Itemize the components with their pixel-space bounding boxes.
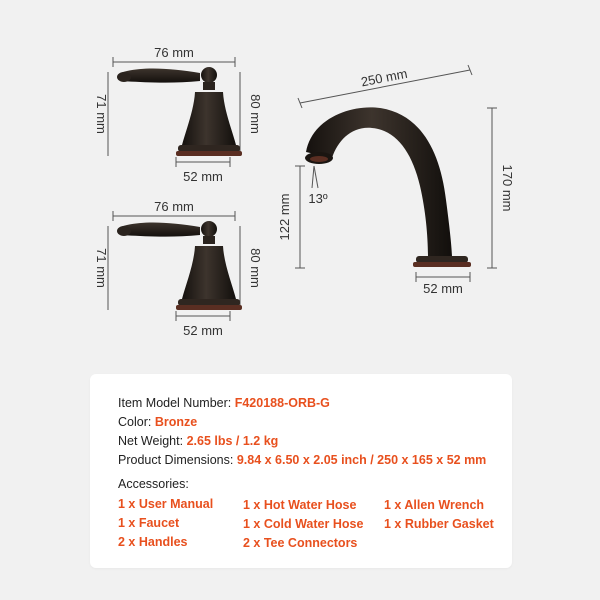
accessory-item: 2 x Handles (118, 535, 188, 549)
dim-spout-outlet-height: 122 mm (277, 193, 292, 241)
spec-weight (118, 434, 278, 448)
accessory-item: 1 x Rubber Gasket (384, 517, 494, 531)
accessory-item: 1 x Hot Water Hose (243, 498, 357, 512)
dim-handle-bottom-height: 71 mm (94, 248, 109, 288)
dim-spout-base-width: 52 mm (423, 281, 463, 296)
spec-model (118, 396, 330, 410)
dim-handle-top-base-height: 80 mm (248, 94, 263, 134)
spec-model-value: F420188-ORB-G (234, 396, 330, 410)
dim-handle-bottom-base-height: 80 mm (248, 248, 263, 288)
handle-bottom (94, 199, 263, 338)
accessory-item: 1 x Faucet (118, 516, 180, 530)
spec-dims-value: 9.84 x 6.50 x 2.05 inch / 250 x 165 x 52 mm (236, 453, 487, 467)
spec-dims (118, 453, 486, 467)
dim-spout-height: 170 mm (500, 164, 515, 212)
spec-color-label: Color: (118, 415, 152, 429)
accessories-heading: Accessories: (118, 477, 189, 491)
dim-handle-bottom-base-width: 52 mm (183, 323, 223, 338)
spec-card (90, 374, 512, 568)
spec-dims-label: Product Dimensions: (118, 453, 234, 467)
dim-handle-top-height: 71 mm (94, 94, 109, 134)
spout (277, 65, 515, 296)
dim-handle-bottom-width: 76 mm (154, 199, 194, 214)
dim-handle-top-width: 76 mm (154, 45, 194, 60)
dim-handle-top-base-width: 52 mm (183, 169, 223, 184)
spec-model-label: Item Model Number: (118, 396, 232, 410)
accessory-item: 1 x Cold Water Hose (243, 517, 364, 531)
dim-spout-angle: 13º (308, 191, 328, 206)
spec-color (118, 415, 197, 429)
accessory-item: 1 x Allen Wrench (384, 498, 485, 512)
accessory-item: 2 x Tee Connectors (243, 536, 358, 550)
spec-weight-value: 2.65 lbs / 1.2 kg (186, 434, 279, 448)
spec-color-value: Bronze (154, 415, 198, 429)
spec-weight-label: Net Weight: (118, 434, 184, 448)
handle-top (94, 45, 263, 184)
accessory-item: 1 x User Manual (118, 497, 214, 511)
dim-spout-reach: 250 mm (359, 65, 409, 90)
